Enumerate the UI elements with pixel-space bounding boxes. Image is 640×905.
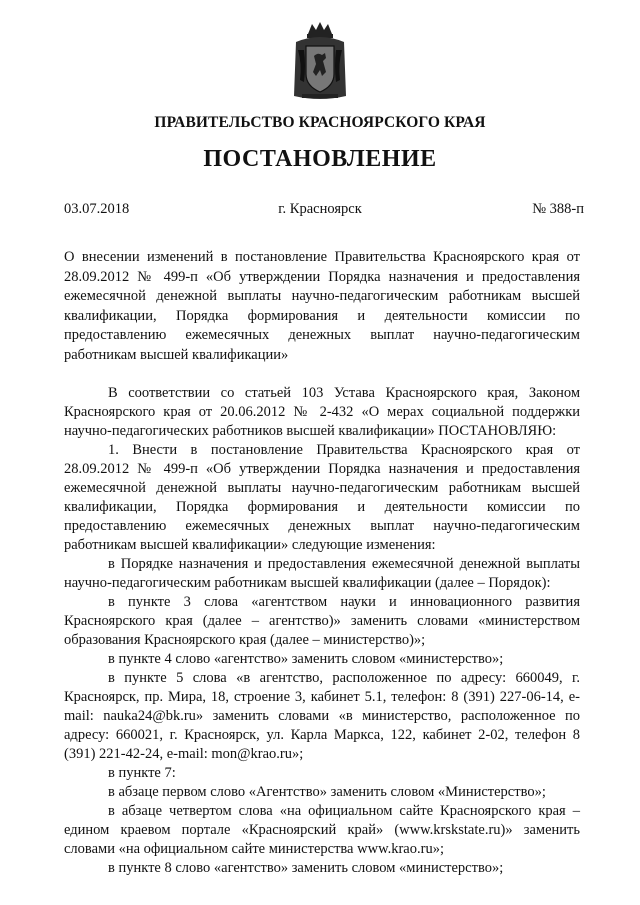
coat-of-arms-emblem xyxy=(292,20,348,102)
body-paragraph: в абзаце четвертом слова «на официальном сайте Красноярского края – едином краевом портале «Красноярский край» (www.krskstate.ru)» заменить словами «на официальном сайте министерства www.krao.ru»; xyxy=(64,803,580,857)
body-paragraph: в пункте 3 слова «агентством науки и инновационного развития Красноярского края (далее – агентство)» заменить словами «министерством образования Красноярского края (далее – министерство)»; xyxy=(64,594,580,648)
body-paragraph: В соответствии со статьей 103 Устава Красноярского края, Законом Красноярского края от 20.06.2012 № 2-432 «О мерах социальной поддержки научно-педагогических работников высшей квалификации» ПОСТАНОВЛЯЮ: xyxy=(64,385,580,439)
body-paragraph: 1. Внести в постановление Правительства Красноярского края от 28.09.2012 № 499-п «Об утверждении Порядка назначения и предоставления ежемесячной денежной выплаты научно-педагогическим работникам высшей квалификации, Порядка формирования и деятельности комиссии по предоставлению ежемесячных денежных выплат научно-педагогическим работникам высшей квалификации» следующие изменения: xyxy=(64,442,580,553)
body-paragraph: в Порядке назначения и предоставления ежемесячной денежной выплаты научно-педагогическим работникам высшей квалификации (далее – Порядок): xyxy=(64,556,580,591)
body-paragraph: в пункте 4 слово «агентство» заменить словом «министерство»; xyxy=(108,651,504,667)
document-subject xyxy=(64,248,580,365)
document-type-title: ПОСТАНОВЛЕНИЕ xyxy=(203,146,437,172)
subject-text: О внесении изменений в постановление Правительства Красноярского края от 28.09.2012 № 499-п «Об утверждении Порядка назначения и предоставления ежемесячной денежной выплаты научно-педагогическим работникам высшей квалификации, Порядка формирования и деятельности комиссии по предоставлению ежемесячных денежных выплат научно-педагогическим работникам высшей квалификации» xyxy=(64,249,580,363)
document-date: 03.07.2018 xyxy=(64,201,130,217)
government-name: ПРАВИТЕЛЬСТВО КРАСНОЯРСКОГО КРАЯ xyxy=(154,114,486,131)
document-number: № 388-п xyxy=(532,201,584,217)
body-paragraph: в пункте 7: xyxy=(108,765,176,781)
body-paragraph: в пункте 5 слова «в агентство, расположенное по адресу: 660049, г. Красноярск, пр. Мира, 18, строение 3, кабинет 5.1, телефон: 8 (391) 227-06-14, e-mail: nauka24@bk.ru» заменить словами «в министерство, расположенное по адресу: 660021, г. Красноярск, ул. Карла Маркса, 122, кабинет 2-02, телефон 8 (391) 221-42-24, e-mail: mon@krao.ru»; xyxy=(64,670,580,762)
body-paragraph: в пункте 8 слово «агентство» заменить словом «министерство»; xyxy=(108,860,504,876)
document-body xyxy=(64,384,580,878)
document-city: г. Красноярск xyxy=(278,201,362,217)
body-paragraph: в абзаце первом слово «Агентство» заменить словом «Министерство»; xyxy=(108,784,546,800)
